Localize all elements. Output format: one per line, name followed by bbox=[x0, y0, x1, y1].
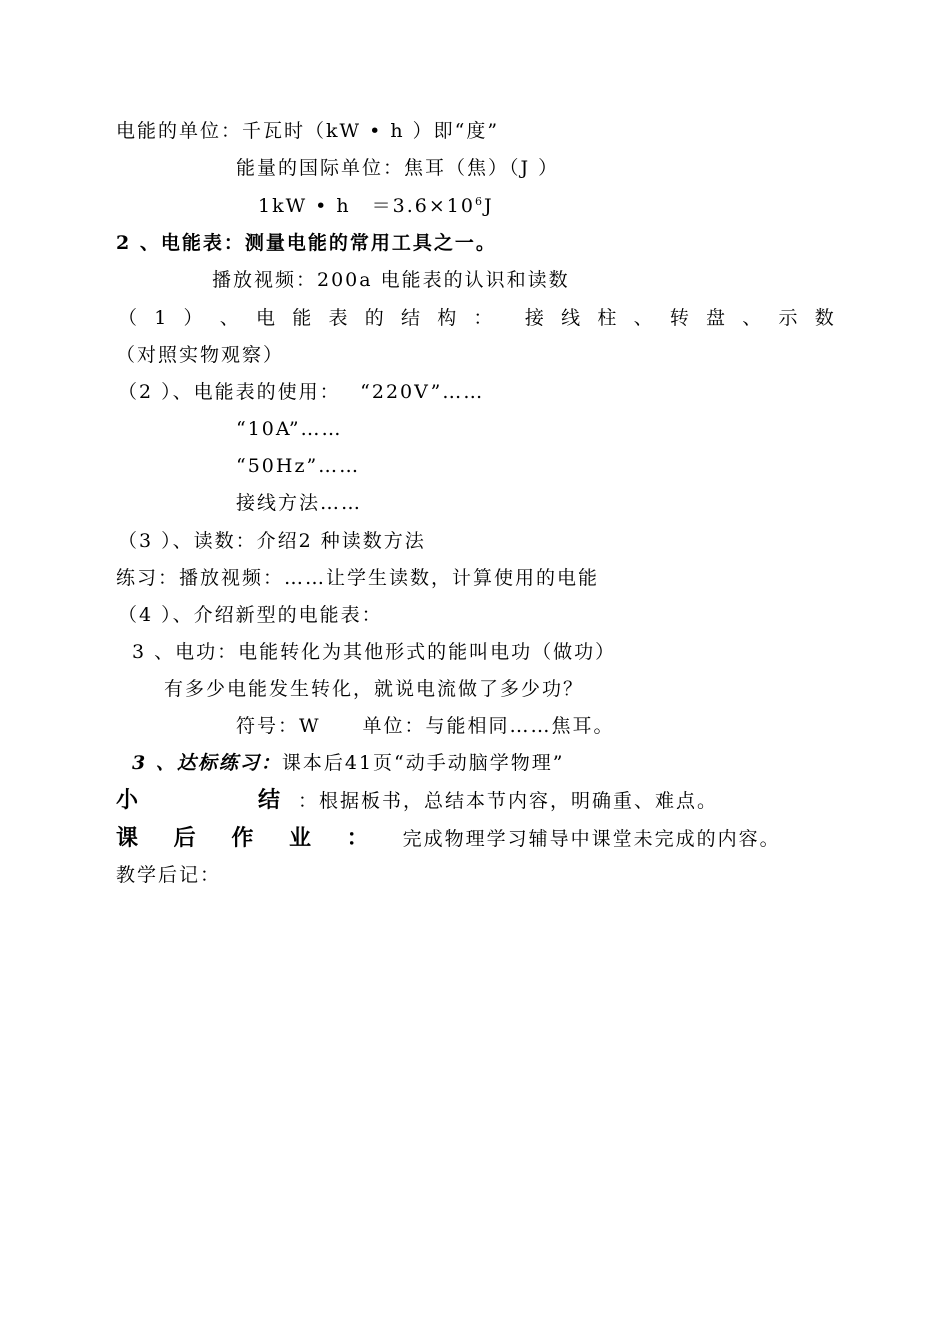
new-meter-line: （4 ）、介绍新型的电能表： bbox=[118, 604, 383, 626]
summary-line bbox=[116, 787, 718, 814]
meter-structure-line: （ 1 ） 、 电 能 表 的 结 构 ： 接 线 柱 、 转 盘 、 示 数 bbox=[118, 307, 836, 329]
work-explanation-line: 有多少电能发生转化，就说电流做了多少功？ bbox=[164, 678, 585, 700]
symbol-unit-line: 符号：W 单位：与能相同……焦耳。 bbox=[236, 715, 615, 737]
reading-line: （3 ）、读数：介绍2 种读数方法 bbox=[118, 530, 426, 552]
si-unit-line: 能量的国际单位：焦耳（焦）（J ） bbox=[236, 157, 560, 179]
practice-line bbox=[132, 750, 564, 776]
teaching-notes-line: 教学后记： bbox=[116, 864, 222, 886]
meter-usage-line: （2 ）、电能表的使用： “220V”…… bbox=[118, 381, 485, 403]
section-heading-meter: 2 、电能表：测量电能的常用工具之一。 bbox=[116, 232, 497, 254]
summary-label-1: 小 bbox=[116, 787, 139, 813]
conversion-text: 1kW • h ＝3.6×10 bbox=[258, 195, 475, 217]
homework-text: 完成物理学习辅导中课堂未完成的内容。 bbox=[402, 828, 781, 850]
current-rating-line: “10A”…… bbox=[236, 418, 343, 440]
homework-line bbox=[116, 825, 781, 852]
wiring-line: 接线方法…… bbox=[236, 492, 363, 514]
frequency-line: “50Hz”…… bbox=[236, 455, 361, 477]
conversion-line bbox=[258, 193, 494, 219]
conversion-exponent: 6 bbox=[474, 195, 484, 208]
observation-note: （对照实物观察） bbox=[116, 344, 285, 366]
summary-text: ：根据板书，总结本节内容，明确重、难点。 bbox=[298, 790, 719, 812]
practice-label: 达标练习： bbox=[176, 752, 282, 774]
conversion-unit: J bbox=[483, 195, 494, 217]
practice-number: 3 、 bbox=[132, 752, 177, 774]
exercise-line: 练习：播放视频：……让学生读数，计算使用的电能 bbox=[116, 567, 600, 589]
summary-label-2: 结 bbox=[258, 787, 281, 813]
practice-text: 课本后41页“动手动脑学物理” bbox=[281, 752, 565, 774]
electric-work-line: 3 、电功：电能转化为其他形式的能叫电功（做功） bbox=[132, 641, 617, 663]
video-line: 播放视频：200a 电能表的认识和读数 bbox=[212, 269, 570, 291]
homework-label: 课 后 作 业 ： bbox=[116, 825, 383, 851]
energy-unit-line: 电能的单位：千瓦时（kW • h ）即“度” bbox=[116, 120, 500, 142]
